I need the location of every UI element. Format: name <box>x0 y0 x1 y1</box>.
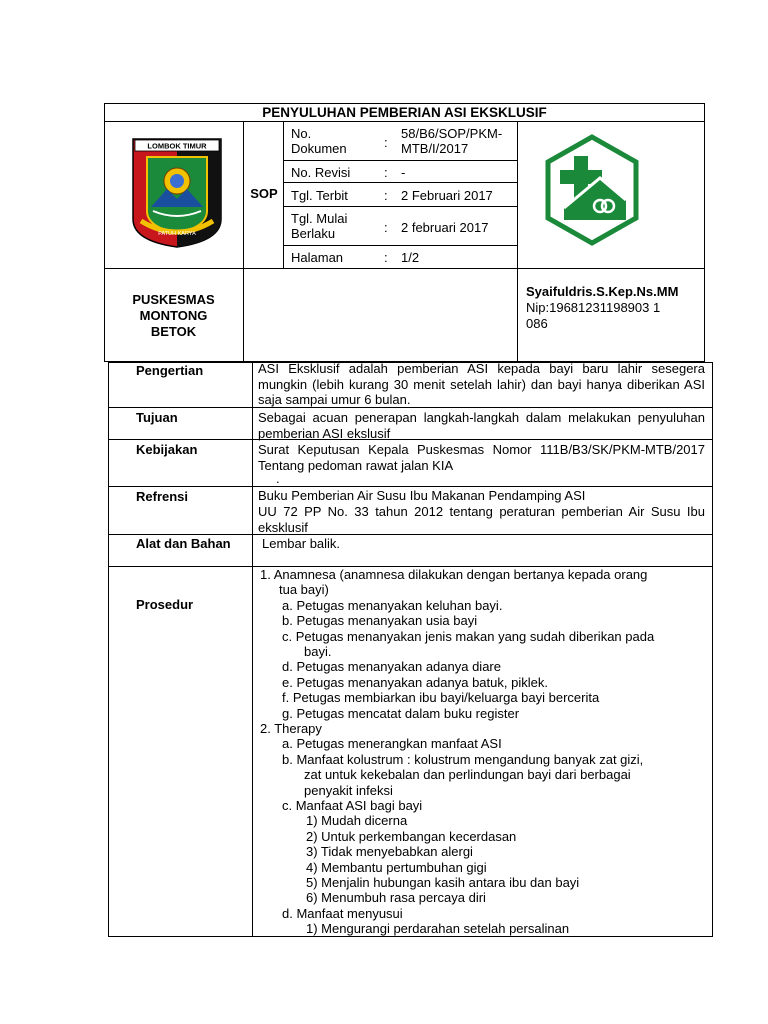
terbit-value: 2 Februari 2017 <box>401 188 493 203</box>
sop-label: SOP <box>250 186 278 201</box>
value-line: MTB/I/2017 <box>401 141 469 156</box>
signer-name: Syaifuldris.S.Kep.Ns.MM <box>526 284 679 299</box>
prosedur-label: Prosedur <box>136 597 194 612</box>
revisi-value: - <box>401 165 406 180</box>
step-item: 1. Anamnesa (anamnesa dilakukan dengan bertanya kepada orang <box>260 567 648 582</box>
label-line: Dokumen <box>291 141 347 156</box>
step-item: 5) Menjalin hubungan kasih antara ibu dan bayi <box>306 875 580 890</box>
section-line <box>108 486 713 487</box>
tujuan-text: Sebagai acuan penerapan langkah-langkah dalam melakukan penyuluhan pemberian ASI ekslusif <box>258 410 705 441</box>
refrensi-line-2: UU 72 PP No. 33 tahun 2012 tentang peraturan pemberian Air Susu Ibu eksklusif <box>258 504 705 535</box>
alat-bahan-text: Lembar balik. <box>262 536 341 551</box>
value-line: 58/B6/SOP/PKM- <box>401 126 503 141</box>
row-line <box>283 160 517 161</box>
halaman-label: Halaman <box>291 250 344 265</box>
puskesmas-name <box>104 292 243 340</box>
step-item: g. Petugas mencatat dalam buku register <box>282 705 520 721</box>
kebijakan-dot: . <box>276 471 280 486</box>
step-item: 1) Mudah dicerna <box>306 813 408 829</box>
lombok-timur-logo <box>131 137 223 249</box>
halaman-value: 1/2 <box>401 250 420 265</box>
step-item: f. Petugas membiarkan ibu bayi/keluarga bayi bercerita <box>282 690 600 706</box>
step-item: 3) Tidak menyebabkan alergi <box>306 844 473 860</box>
page-title: PENYULUHAN PEMBERIAN ASI EKSKLUSIF <box>262 105 547 120</box>
step-item: zat untuk kekebalan dan perlindungan bayi dari berbagai <box>304 767 631 783</box>
colon: : <box>384 188 388 203</box>
title-divider <box>104 121 705 122</box>
step-item: tua bayi) <box>279 582 329 598</box>
step-item: 2. Therapy <box>260 721 322 736</box>
no-dokumen-value <box>401 126 502 156</box>
body-divider <box>252 362 253 937</box>
label-line: Berlaku <box>291 226 336 241</box>
step-item: d. Manfaat menyusui <box>282 905 403 921</box>
divider-logo <box>243 121 244 362</box>
colon: : <box>384 220 388 235</box>
step-item: penyakit infeksi <box>304 782 393 798</box>
refrensi-line-1: Buku Pemberian Air Susu Ibu Makanan Pendamping ASI <box>258 488 586 503</box>
signer-nip: 086 <box>526 316 548 331</box>
step-item: e. Petugas menanyakan adanya batuk, piklek. <box>282 674 548 690</box>
kebijakan-text: Surat Keputusan Kepala Puskesmas Nomor 111B/B3/SK/PKM-MTB/2017 Tentang pedoman rawat jalan KIA <box>258 442 705 473</box>
step-item: b. Petugas menanyakan usia bayi <box>282 613 478 629</box>
terbit-label: Tgl. Terbit <box>291 188 348 203</box>
tujuan-label: Tujuan <box>136 410 178 425</box>
mulai-berlaku-label <box>291 211 347 241</box>
puskesmas-logo <box>544 134 640 246</box>
colon: : <box>384 165 388 180</box>
alat-bahan-label: Alat dan Bahan <box>136 536 231 551</box>
pengertian-text: ASI Eksklusif adalah pemberian ASI kepada bayi baru lahir sesegera mungkin (lebih kurang 30 menit setelah lahir) dan bayi hanya diberikan ASI saja sampai umur 6 bulan. <box>258 361 705 407</box>
step-item: b. Manfaat kolustrum : kolustrum mengandung banyak zat gizi, <box>282 751 644 767</box>
pengertian-label: Pengertian <box>136 363 204 378</box>
row-line <box>283 245 517 246</box>
colon: : <box>384 135 388 150</box>
signer-nip: Nip:19681231198903 1 <box>526 300 661 315</box>
mulai-berlaku-value: 2 februari 2017 <box>401 220 489 235</box>
step-item: a. Petugas menerangkan manfaat ASI <box>282 736 502 752</box>
puskesmas-line: BETOK <box>150 324 197 339</box>
step-item: a. Petugas menanyakan keluhan bayi. <box>282 597 503 613</box>
divider-sop <box>283 121 284 269</box>
step-item: 6) Menumbuh rasa percaya diri <box>306 890 486 906</box>
logo-bottom-text: PATUH KARYA <box>158 231 196 237</box>
label-line: Tgl. Mulai <box>291 211 348 226</box>
refrensi-label: Refrensi <box>136 489 189 504</box>
kebijakan-label: Kebijakan <box>136 442 198 457</box>
step-item: d. Petugas menanyakan adanya diare <box>282 659 501 675</box>
step-item: 4) Membantu pertumbuhan gigi <box>306 859 487 875</box>
no-dokumen-label <box>291 126 347 156</box>
revisi-label: No. Revisi <box>291 165 351 180</box>
row-line <box>283 182 517 183</box>
prosedur-list <box>258 567 705 935</box>
step-item: 1) Mengurangi perdarahan setelah persalinan <box>306 921 570 937</box>
row-line <box>283 206 517 207</box>
step-item: 2) Untuk perkembangan kecerdasan <box>306 828 517 844</box>
divider-mid <box>104 268 705 269</box>
logo-top-text: LOMBOK TIMUR <box>147 141 207 151</box>
step-item: bayi. <box>304 644 332 659</box>
step-item: c. Manfaat ASI bagi bayi <box>282 798 423 813</box>
step-item: c. Petugas menanyakan jenis makan yang sudah diberikan pada <box>282 628 655 644</box>
colon: : <box>384 250 388 265</box>
divider-info <box>517 121 518 362</box>
signer-block <box>526 284 704 332</box>
label-line: No. <box>291 126 312 141</box>
puskesmas-line: PUSKESMAS <box>132 292 215 307</box>
puskesmas-line: MONTONG <box>139 308 208 323</box>
